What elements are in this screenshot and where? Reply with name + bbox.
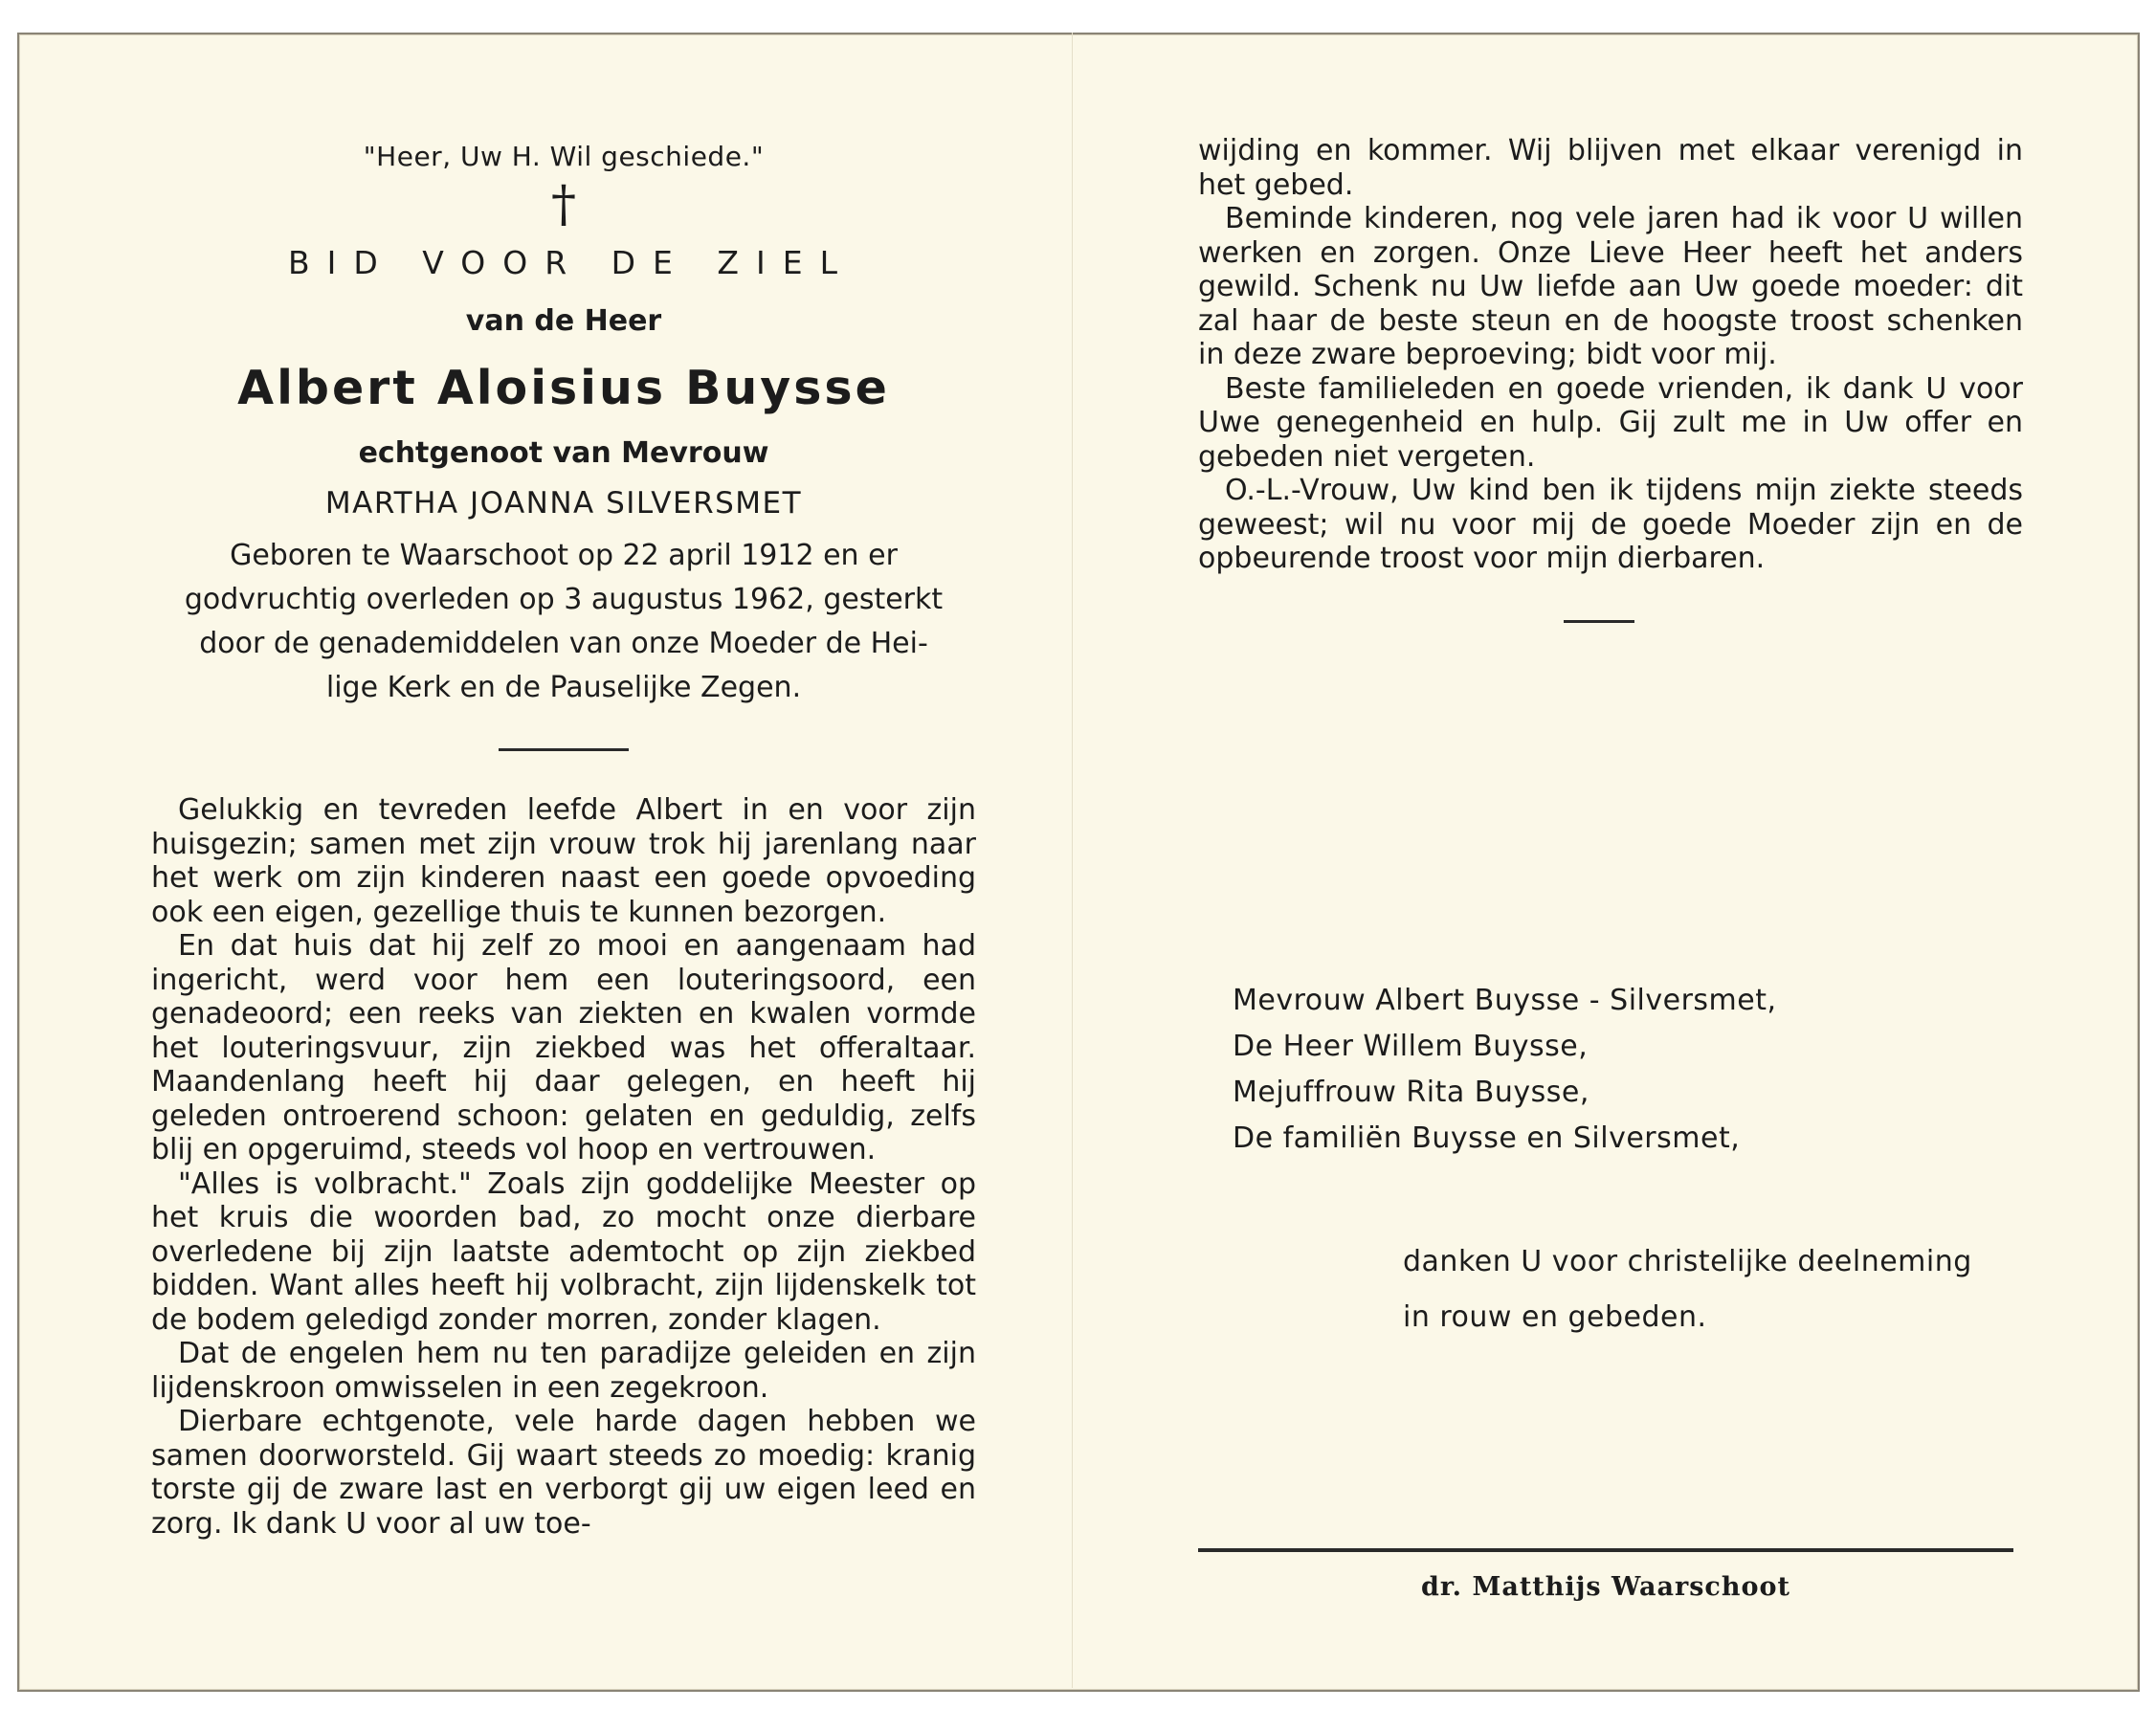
birth-death-line: door de genademiddelen van onze Moeder de Hei-	[199, 627, 928, 660]
eulogy-text	[151, 793, 976, 1541]
family-member: Mejuffrouw Rita Buysse,	[1233, 1076, 1589, 1109]
birth-death-line: godvruchtig overleden op 3 augustus 1962, gesterkt	[184, 583, 944, 616]
thanks-line: in rouw en gebeden.	[1403, 1300, 1707, 1334]
farewell-text	[1198, 134, 2023, 576]
family-member: Mevrouw Albert Buysse - Silversmet,	[1233, 984, 1777, 1017]
card-fold-line	[1072, 33, 1073, 1688]
birth-death-text	[151, 534, 976, 710]
farewell-paragraph: wijding en kommer. Wij blijven met elkaar verenigd in het gebed.	[1198, 134, 2023, 202]
family-member: De Heer Willem Buysse,	[1233, 1030, 1589, 1063]
eulogy-paragraph: Gelukkig en tevreden leefde Albert in en voor zijn huisgezin; samen met zijn vrouw trok hij jarenlang naar het werk om zijn kinderen naast een goede opvoeding ook een eigen, gezellige thuis te kunnen bezorgen.	[151, 793, 976, 929]
left-page	[151, 134, 976, 1541]
cross-icon: †	[551, 176, 576, 233]
printer-credit: dr. Matthijs Waarschoot	[1421, 1572, 1790, 1602]
eulogy-paragraph: Dierbare echtgenote, vele harde dagen hebben we samen doorworsteld. Gij waart steeds zo moedig: kranig torste gij de zware last en verborgt gij uw eigen leed en zorg. Ik dank U voor al uw toe-	[151, 1405, 976, 1541]
deceased-name: Albert Aloisius Buysse	[237, 361, 890, 415]
eulogy-paragraph: En dat huis dat hij zelf zo mooi en aangenaam had ingericht, werd voor hem een louteringsoord, een genadeoord; een reeks van ziekten en kwalen vormde het louteringsvuur, zijn ziekbed was het offeraltaar. Maandenlang heeft hij daar gelegen, en heeft hij geleden ontroerend schoon: gelaten en geduldig, zelfs blij en opgeruimd, steeds vol hoop en vertrouwen.	[151, 929, 976, 1166]
thanks-text	[1403, 1234, 1972, 1345]
opening-quote: "Heer, Uw H. Wil geschiede."	[363, 141, 765, 172]
bottom-rule	[1198, 1548, 2013, 1552]
eulogy-paragraph: Dat de engelen hem nu ten paradijze geleiden en zijn lijdenskroon omwisselen in een zegekroon.	[151, 1337, 976, 1405]
spouse-name: MARTHA JOANNA SILVERSMET	[324, 486, 803, 521]
right-page	[1198, 134, 2023, 1602]
divider	[1564, 620, 1634, 623]
farewell-paragraph: Beste familieleden en goede vrienden, ik dank U voor Uwe genegenheid en hulp. Gij zult me in Uw offer en gebeden niet vergeten.	[1198, 371, 2023, 474]
van-de-heer-label: van de Heer	[465, 304, 662, 338]
divider	[499, 748, 629, 751]
birth-death-line: lige Kerk en de Pauselijke Zegen.	[325, 671, 802, 704]
family-member: De familiën Buysse en Silversmet,	[1233, 1121, 1741, 1155]
eulogy-paragraph: "Alles is volbracht." Zoals zijn goddelijke Meester op het kruis die woorden bad, zo mocht onze dierbare overledene bij zijn laatste ademtocht op zijn ziekbed bidden. Want alles heeft hij volbracht, zijn lijdenskelk tot de bodem geledigd zonder morren, zonder klagen.	[151, 1166, 976, 1337]
thanks-line: danken U voor christelijke deelneming	[1403, 1245, 1972, 1278]
farewell-paragraph: O.-L.-Vrouw, Uw kind ben ik tijdens mijn ziekte steeds geweest; wil nu voor mij de goede Moeder zijn en de opbeurende troost voor mijn dierbaren.	[1198, 474, 2023, 575]
birth-death-line: Geboren te Waarschoot op 22 april 1912 en er	[230, 539, 898, 572]
spouse-label: echtgenoot van Mevrouw	[358, 436, 769, 470]
prayer-heading: BID VOOR DE ZIEL	[288, 244, 855, 281]
family-list	[1233, 978, 1777, 1162]
farewell-paragraph: Beminde kinderen, nog vele jaren had ik voor U willen werken en zorgen. Onze Lieve Heer heeft het anders gewild. Schenk nu Uw liefde aan Uw goede moeder: dit zal haar de beste steun en de hoogste troost schenken in deze zware beproeving; bidt voor mij.	[1198, 202, 2023, 371]
